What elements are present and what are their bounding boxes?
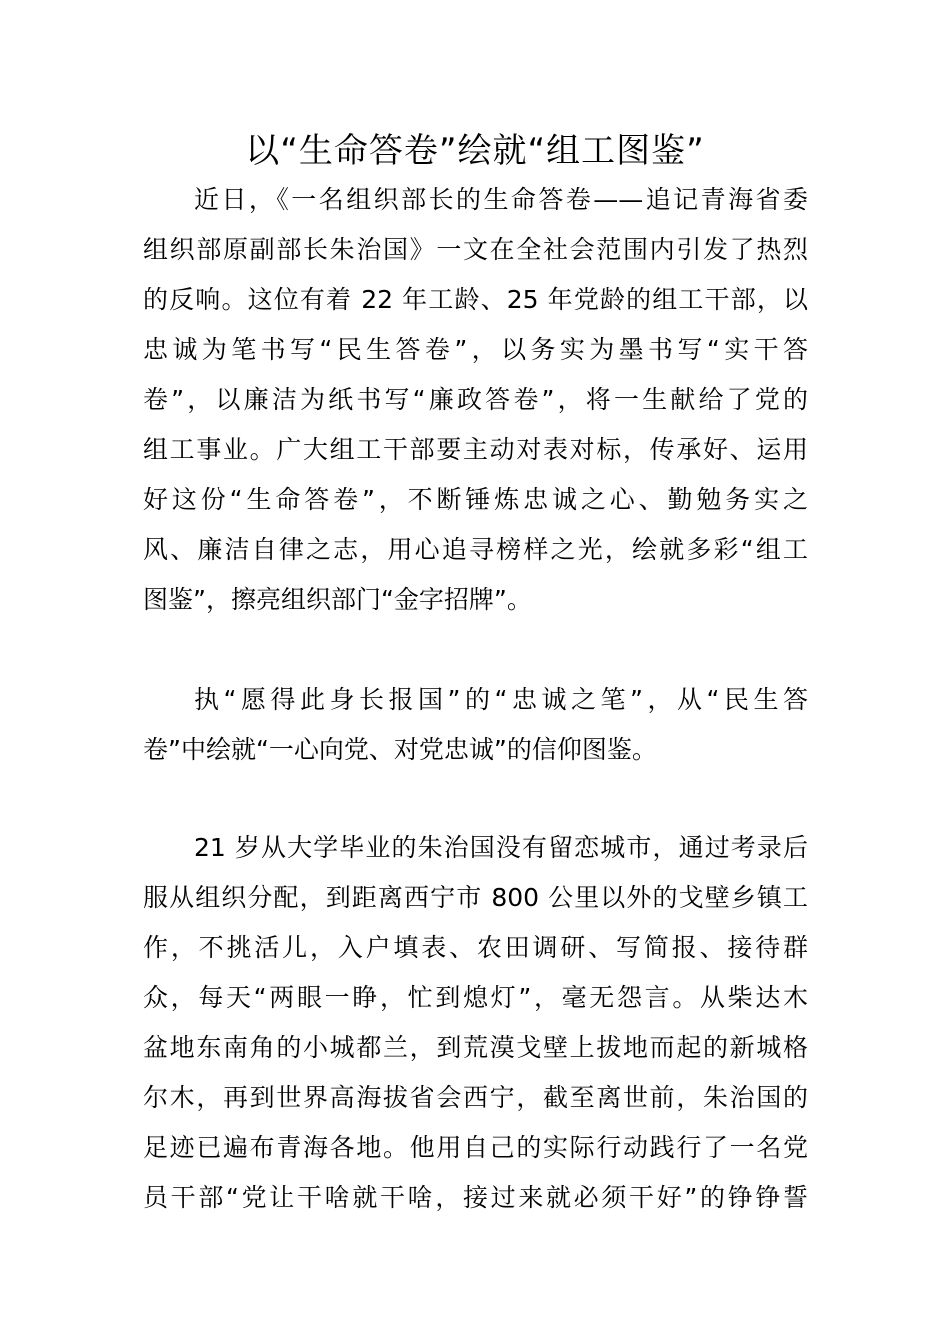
paragraph-line: 风、廉洁自律之志，用心追寻榜样之光，绘就多彩“组工 bbox=[143, 535, 808, 564]
document-title: 以“生命答卷”绘就“组工图鉴” bbox=[245, 131, 705, 171]
paragraph-line: 足迹已遍布青海各地。他用自己的实际行动践行了一名党 bbox=[143, 1133, 808, 1162]
paragraph-line: 21 岁从大学毕业的朱治国没有留恋城市，通过考录后 bbox=[194, 833, 808, 862]
paragraph-line: 卷”，以廉洁为纸书写“廉政答卷”，将一生献给了党的 bbox=[143, 385, 808, 414]
paragraph-line: 作，不挑活儿，入户填表、农田调研、写简报、接待群 bbox=[143, 933, 808, 962]
paragraph-line: 好这份“生命答卷”，不断锤炼忠诚之心、勤勉务实之 bbox=[143, 485, 808, 514]
paragraph-2 bbox=[143, 675, 808, 775]
paragraph-line: 忠诚为笔书写“民生答卷”，以务实为墨书写“实干答 bbox=[143, 335, 808, 364]
paragraph-line: 组工事业。广大组工干部要主动对表对标，传承好、运用 bbox=[143, 435, 808, 464]
paragraph-1 bbox=[143, 175, 808, 625]
paragraph-line: 众，每天“两眼一睁，忙到熄灯”，毫无怨言。从柴达木 bbox=[143, 983, 808, 1012]
paragraph-line: 员干部“党让干啥就干啥，接过来就必须干好”的铮铮誓 bbox=[143, 1183, 808, 1212]
paragraph-line: 的反响。这位有着 22 年工龄、25 年党龄的组工干部，以 bbox=[143, 285, 808, 314]
paragraph-line: 服从组织分配，到距离西宁市 800 公里以外的戈壁乡镇工 bbox=[143, 883, 808, 912]
paragraph-line: 尔木，再到世界高海拔省会西宁，截至离世前，朱治国的 bbox=[143, 1083, 808, 1112]
paragraph-line: 组织部原副部长朱治国》一文在全社会范围内引发了热烈 bbox=[143, 235, 808, 264]
paragraph-3 bbox=[143, 823, 808, 1223]
paragraph-line: 卷”中绘就“一心向党、对党忠诚”的信仰图鉴。 bbox=[143, 735, 657, 764]
paragraph-line: 盆地东南角的小城都兰，到荒漠戈壁上拔地而起的新城格 bbox=[143, 1033, 808, 1062]
paragraph-line: 执“愿得此身长报国”的“忠诚之笔”，从“民生答 bbox=[194, 685, 808, 714]
paragraph-line: 近日，《一名组织部长的生命答卷——追记青海省委 bbox=[194, 185, 808, 214]
paragraph-line: 图鉴”，擦亮组织部门“金字招牌”。 bbox=[143, 585, 532, 614]
